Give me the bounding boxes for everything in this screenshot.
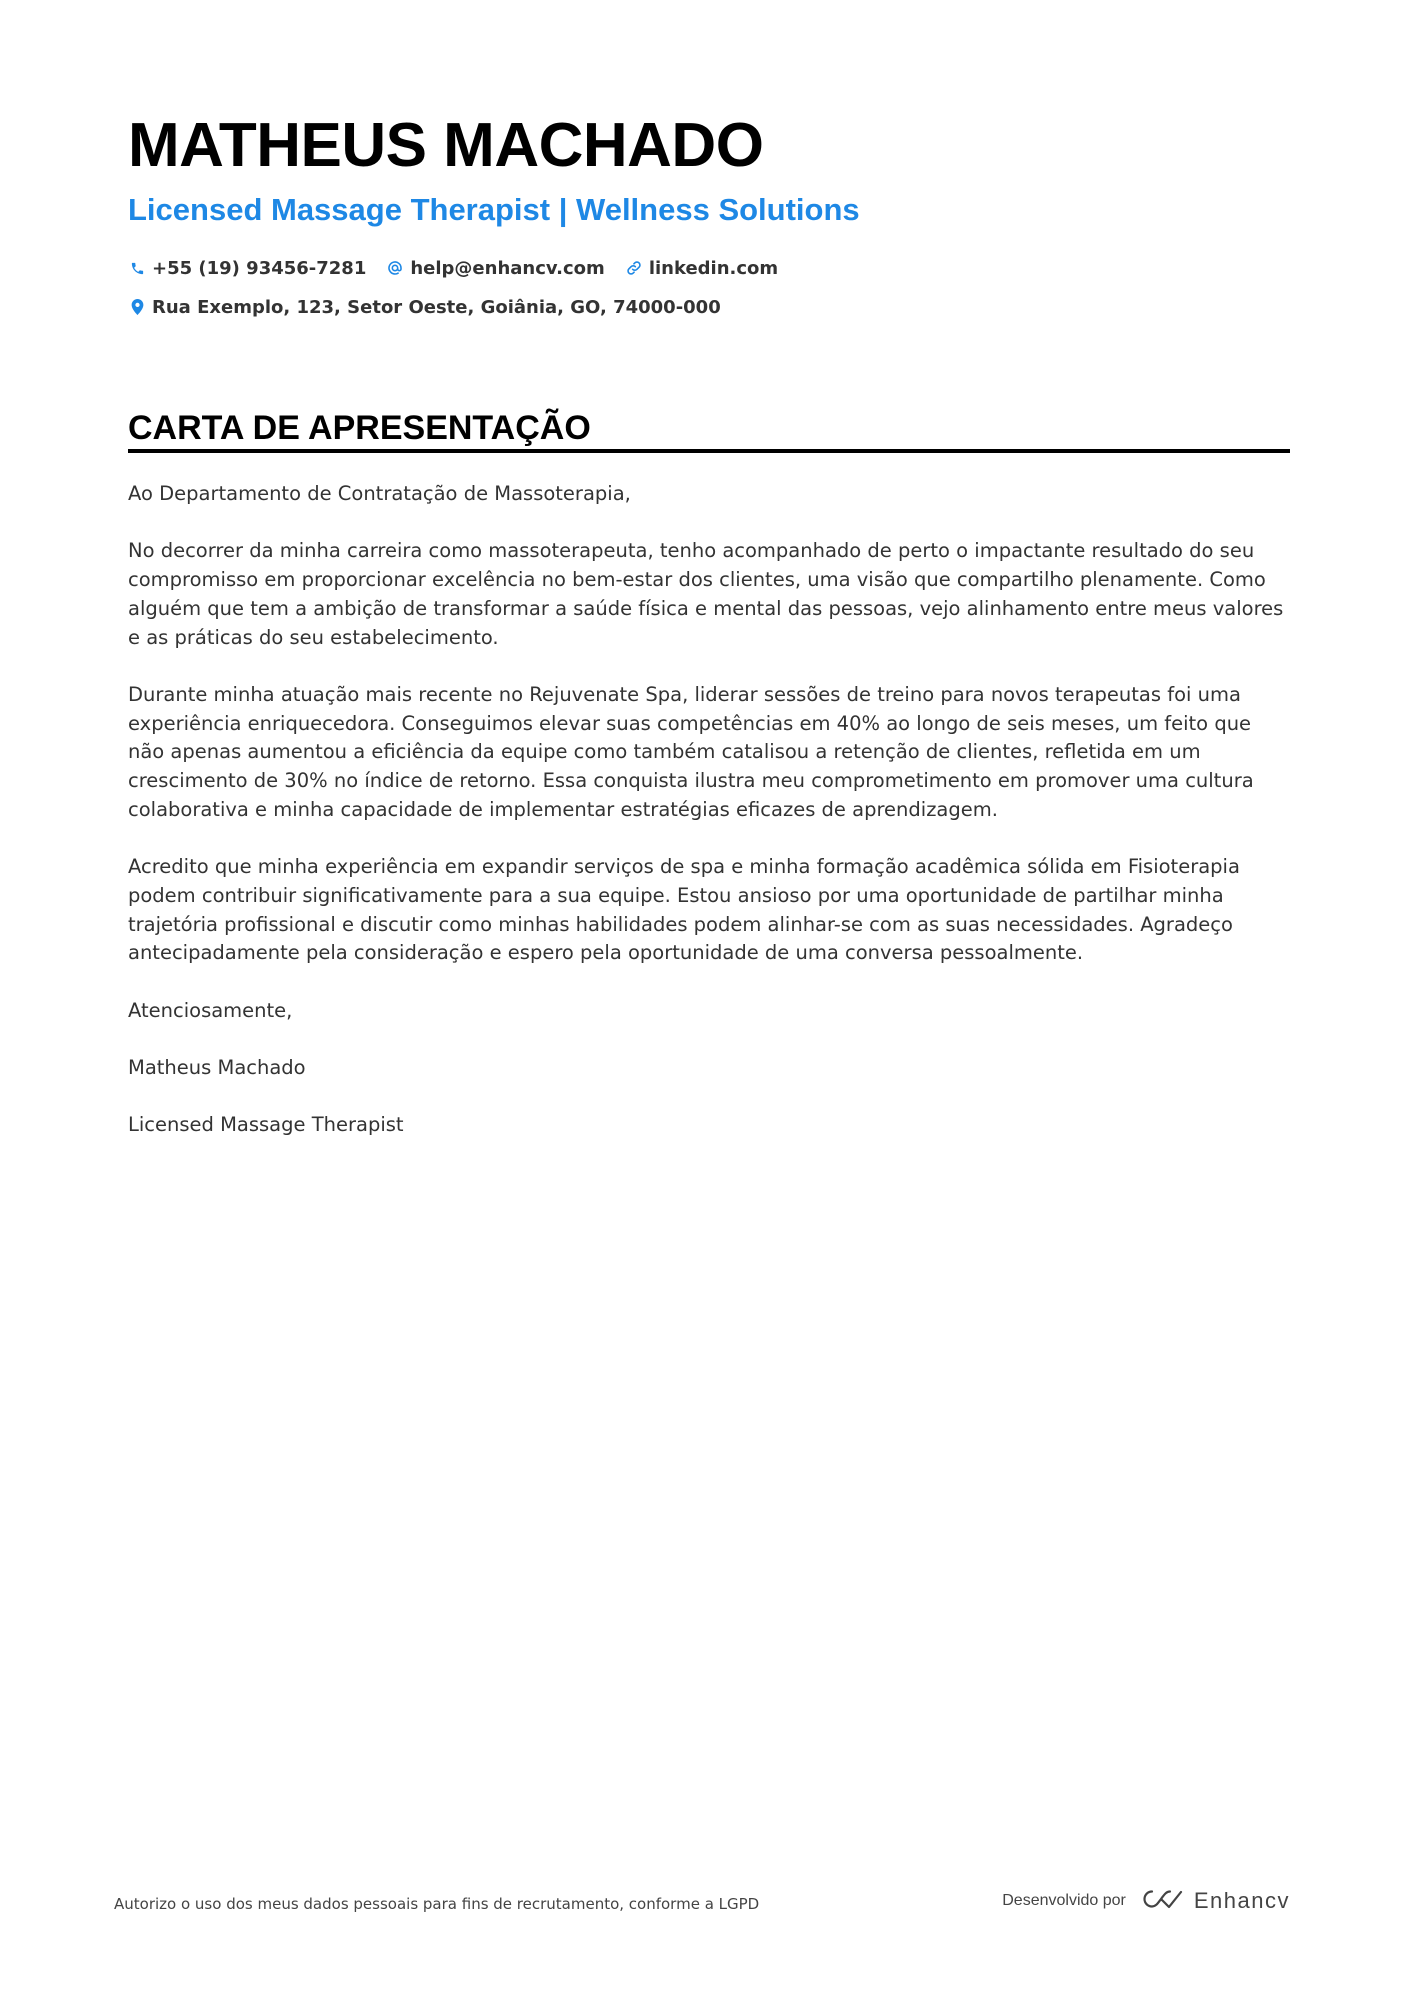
- at-icon: [386, 259, 404, 277]
- section-divider: [128, 449, 1290, 453]
- applicant-name: MATHEUS MACHADO: [128, 111, 764, 180]
- section-title: CARTA DE APRESENTAÇÃO: [128, 409, 591, 447]
- footer-branding[interactable]: [1002, 1886, 1290, 1916]
- letter-body: [128, 480, 1290, 1169]
- contact-address: [128, 297, 721, 318]
- enhancv-logo-icon: [1138, 1886, 1194, 1916]
- contact-email[interactable]: [386, 258, 604, 279]
- letter-salutation: Ao Departamento de Contratação de Massoterapia,: [128, 482, 631, 505]
- phone-icon: [128, 259, 146, 277]
- letter-paragraph: Acredito que minha experiência em expandir serviços de spa e minha formação acadêmica sólida em Fisioterapia podem contribuir significativamente para a sua equipe. Estou ansioso por uma oportunidade de partilhar minha trajetória profissional e discutir como minhas habilidades podem alinhar-se com as suas necessidades. Agradeço antecipadamente pela consideração e espero pela oportunidade de uma conversa pessoalmente.: [128, 855, 1240, 965]
- contact-linkedin-text: linkedin.com: [648, 257, 779, 279]
- contact-row-primary: [128, 253, 798, 283]
- contact-linkedin[interactable]: [625, 258, 778, 279]
- letter-paragraph: Durante minha atuação mais recente no Rejuvenate Spa, liderar sessões de treino para novos terapeutas foi uma experiência enriquecedora. Conseguimos elevar suas competências em 40% ao longo de seis meses, um feito que não apenas aumentou a eficiência da equipe como também catalisou a retenção de clientes, refletida em um crescimento de 30% no índice de retorno. Essa conquista ilustra meu comprometimento em promover uma cultura colaborativa e minha capacidade de implementar estratégias eficazes de aprendizagem.: [128, 682, 1254, 821]
- contact-email-text: help@enhancv.com: [410, 257, 605, 279]
- letter-closing: Atenciosamente,: [128, 998, 293, 1022]
- applicant-headline: Licensed Massage Therapist | Wellness Solutions: [128, 192, 860, 227]
- contact-phone-text: +55 (19) 93456-7281: [152, 257, 367, 279]
- letter-signature-name: Matheus Machado: [128, 1055, 306, 1079]
- footer-consent: Autorizo o uso dos meus dados pessoais para fins de recrutamento, conforme a LGPD: [114, 1895, 760, 1913]
- link-icon: [625, 259, 643, 277]
- contact-address-text: Rua Exemplo, 123, Setor Oeste, Goiânia, GO, 74000-000: [152, 296, 721, 318]
- letter-signature-title: Licensed Massage Therapist: [128, 1113, 404, 1137]
- contact-phone[interactable]: [128, 258, 366, 279]
- brand-name: Enhancv: [1193, 1888, 1290, 1913]
- powered-by-label: Desenvolvido por: [1002, 1892, 1126, 1909]
- location-pin-icon: [128, 298, 146, 316]
- letter-paragraph: No decorrer da minha carreira como massoterapeuta, tenho acompanhado de perto o impactante resultado do seu compromisso em proporcionar excelência no bem-estar dos clientes, uma visão que compartilho plenamente. Como alguém que tem a ambição de transformar a saúde física e mental das pessoas, vejo alinhamento entre meus valores e as práticas do seu estabelecimento.: [128, 539, 1284, 649]
- contact-row-secondary: [128, 292, 741, 322]
